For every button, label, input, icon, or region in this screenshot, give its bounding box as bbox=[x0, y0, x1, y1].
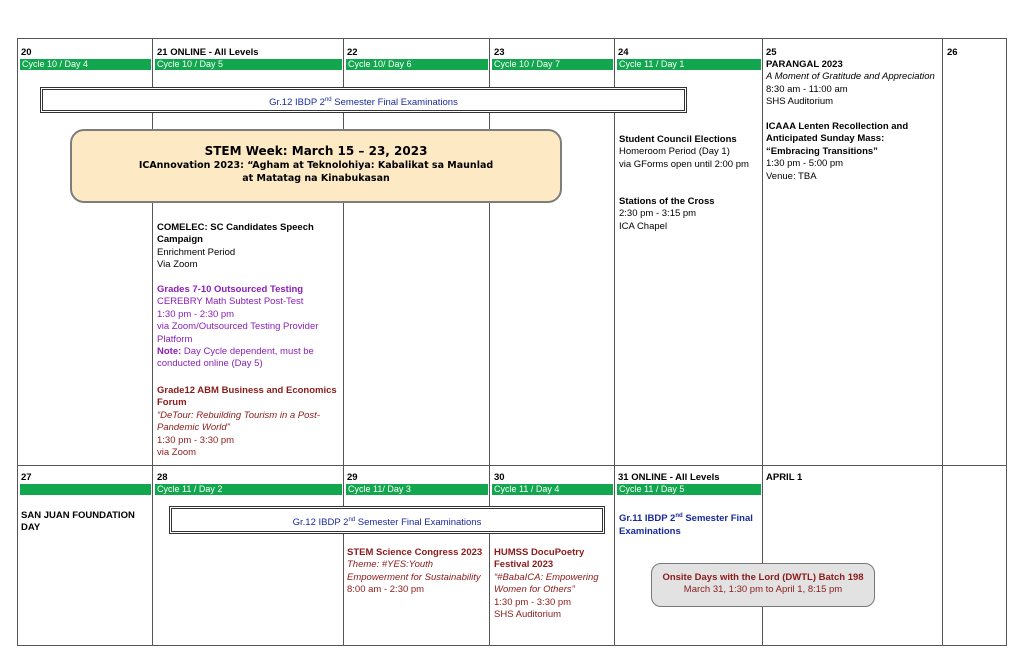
date-29: 29 bbox=[347, 472, 358, 483]
grid-line bbox=[17, 38, 18, 646]
event-time: 8:00 am - 2:30 pm bbox=[347, 584, 425, 596]
event-time: 8:30 am - 11:00 am bbox=[766, 83, 848, 95]
event-title: HUMSS DocuPoetry Festival 2023 bbox=[494, 547, 585, 571]
event-venue: via Zoom bbox=[157, 447, 197, 459]
date-22: 22 bbox=[347, 47, 358, 58]
date-26: 26 bbox=[947, 47, 958, 58]
date-30: 30 bbox=[494, 472, 505, 483]
note-label: Note: bbox=[157, 346, 182, 358]
event-title: Student Council Elections bbox=[619, 134, 737, 145]
event-theme: “#BabaICA: Empowering Women for Others” bbox=[494, 571, 599, 596]
event-time: 1:30 pm - 5:00 pm bbox=[766, 158, 844, 170]
grid-line bbox=[17, 465, 1007, 466]
event-theme: A Moment of Gratitude and Appreciation bbox=[766, 71, 935, 83]
stem-week-banner bbox=[70, 129, 562, 203]
cycle-bar bbox=[20, 484, 151, 495]
date-april-1: APRIL 1 bbox=[766, 472, 803, 483]
date-23: 23 bbox=[494, 47, 505, 58]
event-title: Stations of the Cross bbox=[619, 196, 715, 207]
event-venue: ICA Chapel bbox=[619, 220, 668, 232]
date-21: 21 ONLINE - All Levels bbox=[157, 47, 259, 58]
stem-week-title: STEM Week: March 15 – 23, 2023 bbox=[204, 144, 428, 158]
event-time: 1:30 pm - 3:30 pm bbox=[157, 434, 235, 446]
event-venue: SHS Auditorium bbox=[494, 609, 562, 621]
exam-banner-gr12 bbox=[169, 506, 605, 534]
event-theme: “DeTour: Rebuilding Tourism in a Post-Pandemic World” bbox=[157, 409, 320, 434]
event-title: Semester Final Examinations bbox=[619, 513, 753, 537]
note-text: Day Cycle dependent, must be conducted online (Day 5) bbox=[157, 346, 314, 370]
event-theme: Theme: #YES:Youth Empowerment for Sustainability bbox=[347, 559, 481, 583]
stations-of-cross-event bbox=[619, 196, 759, 233]
stem-week-subtitle: ICAnnovation 2023: “Agham at Teknolohiya: Kabalikat sa Maunlad at Matatag na Kinabukasan bbox=[138, 160, 494, 184]
cycle-bar: Cycle 10 / Day 4 bbox=[20, 59, 151, 70]
event-detail: Homeroom Period (Day 1) bbox=[619, 146, 730, 158]
event-detail: Via Zoom bbox=[157, 259, 198, 271]
comelec-event bbox=[157, 222, 337, 272]
exam-banner-sup: nd bbox=[324, 97, 332, 103]
event-title: Grades 7-10 Outsourced Testing bbox=[157, 284, 304, 295]
exam-banner-sup: nd bbox=[348, 517, 356, 523]
san-juan-foundation-day: SAN JUAN FOUNDATION DAY bbox=[21, 510, 135, 534]
event-venue: SHS Auditorium bbox=[766, 96, 834, 108]
exam-banner-text: Semester Final Examinations bbox=[331, 97, 458, 109]
cycle-bar: Cycle 10/ Day 6 bbox=[346, 59, 488, 70]
date-24: 24 bbox=[618, 47, 629, 58]
grid-line bbox=[942, 38, 943, 646]
gr11-exam-event bbox=[619, 510, 759, 538]
parangal-event bbox=[766, 59, 938, 109]
event-title-sup: nd bbox=[675, 513, 683, 519]
event-title: Gr.11 IBDP 2 bbox=[619, 513, 676, 525]
exam-banner-gr12 bbox=[40, 87, 687, 113]
event-note bbox=[157, 346, 337, 371]
event-title: PARANGAL 2023 bbox=[766, 59, 843, 70]
date-20: 20 bbox=[21, 47, 32, 58]
lenten-recollection-event bbox=[766, 121, 938, 183]
event-detail: CEREBRY Math Subtest Post-Test bbox=[157, 296, 304, 308]
date-27: 27 bbox=[21, 472, 32, 483]
date-31: 31 ONLINE - All Levels bbox=[618, 472, 720, 483]
sc-elections-event bbox=[619, 134, 759, 171]
date-28: 28 bbox=[157, 472, 168, 483]
event-title: ICAAA Lenten Recollection and Anticipated Sunday Mass: “Embracing Transitions” bbox=[766, 121, 909, 157]
grid-line bbox=[1006, 38, 1007, 646]
event-time: 2:30 pm - 3:15 pm bbox=[619, 208, 697, 220]
humss-docupoetry-event bbox=[494, 547, 612, 621]
stem-congress-event bbox=[347, 547, 487, 597]
dwtl-banner bbox=[651, 563, 875, 607]
cycle-bar: Cycle 11 / Day 5 bbox=[617, 484, 761, 495]
grid-line bbox=[17, 645, 1007, 646]
exam-banner-text: Semester Final Examinations bbox=[355, 517, 482, 529]
event-detail: 1:30 pm - 2:30 pm bbox=[157, 308, 235, 320]
event-title: COMELEC: SC Candidates Speech Campaign bbox=[157, 222, 314, 246]
grid-line bbox=[614, 38, 615, 646]
event-venue: Venue: TBA bbox=[766, 170, 817, 182]
cycle-bar: Cycle 11/ Day 3 bbox=[346, 484, 488, 495]
cycle-bar: Cycle 10 / Day 5 bbox=[155, 59, 342, 70]
event-title: STEM Science Congress 2023 bbox=[347, 547, 483, 558]
grid-line bbox=[17, 38, 1007, 39]
cycle-bar: Cycle 11 / Day 4 bbox=[492, 484, 613, 495]
cycle-bar: Cycle 11 / Day 1 bbox=[617, 59, 761, 70]
abm-forum-event bbox=[157, 385, 337, 459]
exam-banner-text: Gr.12 IBDP 2 bbox=[269, 97, 325, 109]
calendar-grid bbox=[17, 38, 1007, 646]
event-detail: via Zoom/Outsourced Testing Provider Platform bbox=[157, 321, 319, 345]
outsourced-testing-event bbox=[157, 284, 337, 371]
event-title: Onsite Days with the Lord (DWTL) Batch 198 bbox=[662, 572, 864, 583]
event-detail: via GForms open until 2:00 pm bbox=[619, 158, 749, 170]
event-time: 1:30 pm - 3:30 pm bbox=[494, 596, 572, 608]
date-25: 25 bbox=[766, 47, 777, 58]
event-detail: Enrichment Period bbox=[157, 246, 236, 258]
event-title: Grade12 ABM Business and Economics Forum bbox=[157, 385, 337, 409]
event-dates: March 31, 1:30 pm to April 1, 8:15 pm bbox=[683, 584, 843, 595]
exam-banner-text: Gr.12 IBDP 2 bbox=[292, 517, 349, 529]
cycle-bar: Cycle 11 / Day 2 bbox=[155, 484, 342, 495]
grid-line bbox=[762, 38, 763, 646]
cycle-bar: Cycle 10 / Day 7 bbox=[492, 59, 613, 70]
